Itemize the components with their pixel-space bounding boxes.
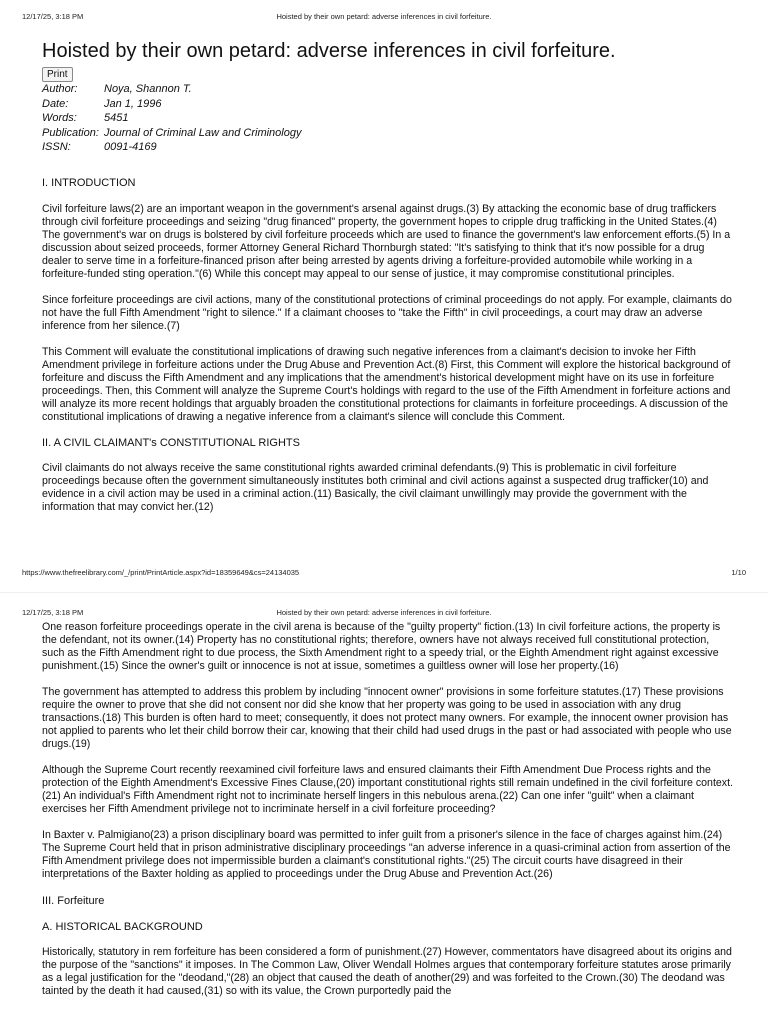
section-heading-forfeiture: III. Forfeiture — [42, 895, 105, 907]
article-header — [42, 38, 734, 155]
print-timestamp: 12/17/25, 3:18 PM — [22, 608, 84, 617]
meta-issn-row — [42, 140, 301, 155]
meta-label: Words: — [42, 112, 77, 124]
meta-publication: Journal of Criminal Law and Criminology — [104, 126, 302, 139]
article-body-page-2 — [42, 621, 734, 998]
paragraph: Historically, statutory in rem forfeiture has been considered a form of punishment.(27) However, commentators have disagreed about its origins and the purpose of the "sanctions" it imposes. In The Common Law, Oliver Wendall Holmes argues that contemporary forfeiture statutes arose primarily as a legal justification for the "deodand,"(28) an object that caused the death of another(29) and was forfeited to the Crown.(30) The deodand was tainted by the death it had caused,(31) so with its value, the Crown purportedly paid the — [42, 946, 732, 997]
paragraph: One reason forfeiture proceedings operate in the civil arena is because of the "guilty property" fiction.(13) In civil forfeiture actions, the property is the defendant, not its owner.(14) Property has no constitutional rights; therefore, owners have not always received full constitutional protection, such as the Fifth Amendment right to due process, the Sixth Amendment right to a speedy trial, or the Eighth Amendment right against excessive punishment.(15) Since the owner's guilt or innocence is not at issue, sometimes a guiltless owner will lose her property.(16) — [42, 621, 721, 672]
meta-date: Jan 1, 1996 — [104, 97, 162, 110]
print-url: https://www.thefreelibrary.com/_/print/PrintArticle.aspx?id=18359649&cs=24134035 — [22, 568, 300, 577]
meta-label: ISSN: — [42, 141, 71, 153]
print-page-number: 1/10 — [731, 568, 746, 577]
print-page-title: Hoisted by their own petard: adverse inferences in civil forfeiture. — [276, 608, 492, 617]
paragraph: Civil forfeiture laws(2) are an important weapon in the government's arsenal against drugs.(3) By attacking the economic base of drug traffickers through civil forfeiture proceedings and seizing "drug financed" property, the government hopes to cripple drug trafficking in the United States.(4) The government's war on drugs is bolstered by civil forfeiture proceeds which are used to finance the government's law enforcement efforts.(5) In a discussion about seized proceeds, former Attorney General Richard Thornburgh stated: "It's satisfying to think that it's now possible for a drug dealer to serve time in a forfeiture-financed prison after being arrested by agents driving a forfeiture-provided automobile while working in a forfeiture-funded sting operation."(6) While this concept may appeal to our sense of justice, it may compromise constitutional principles. — [42, 203, 731, 280]
print-page-2 — [0, 593, 768, 1025]
paragraph: The government has attempted to address this problem by including "innocent owner" provisions in some forfeiture statutes.(17) These provisions require the owner to prove that she did not consent nor did she know that her property was going to be used in association with any drug transactions.(18) This burden is often hard to meet; consequently, it does not protect many owners. For example, the innocent owner provision has not applied to parents who let their child borrow their car, knowing that their child had used drugs in the past or had associated with people who use drugs.(19) — [42, 686, 732, 750]
print-button[interactable]: Print — [42, 67, 73, 82]
print-timestamp: 12/17/25, 3:18 PM — [22, 12, 84, 21]
section-heading-historical-background: A. HISTORICAL BACKGROUND — [42, 921, 203, 933]
meta-words-row — [42, 111, 301, 126]
meta-label: Publication: — [42, 126, 99, 139]
meta-label: Date: — [42, 97, 69, 110]
print-page-title: Hoisted by their own petard: adverse inferences in civil forfeiture. — [276, 12, 492, 21]
print-footer — [22, 568, 746, 577]
article-meta — [42, 82, 301, 155]
paragraph: Although the Supreme Court recently reexamined civil forfeiture laws and ensured claimants their Fifth Amendment Due Process rights and the protection of the Eighth Amendment's Excessive Fines Clause,(20) important constitutional rights still remain undefined in the civil forfeiture context.(21) An individual's Fifth Amendment right not to incriminate herself lingers in this nebulous arena.(22) Can one infer "guilt" when a claimant exercises her Fifth Amendment privilege not to incriminate herself in a civil forfeiture proceeding? — [42, 764, 733, 815]
meta-date-row — [42, 97, 301, 112]
section-heading-rights: II. A CIVIL CLAIMANT's CONSTITUTIONAL RIGHTS — [42, 437, 300, 449]
meta-publication-row — [42, 126, 301, 141]
paragraph: This Comment will evaluate the constitutional implications of drawing such negative inferences from a claimant's decision to invoke her Fifth Amendment privilege in forfeiture actions under the Drug Abuse and Prevention Act.(8) First, this Comment will explore the historical background of forfeiture and discuss the Fifth Amendment and any implications that the amendment's historical development might have on its use in forfeiture proceedings. Then, this Comment will analyze the Supreme Court's holdings with regard to the use of the Fifth Amendment in forfeiture actions and will analyze its more recent holdings that arguably broaden the constitutional protections for claimants in forfeiture proceedings. A discussion of the constitutional implications of drawing a negative inference from a claimant's silence will conclude this Comment. — [42, 346, 731, 423]
meta-author-row — [42, 82, 301, 97]
paragraph: Civil claimants do not always receive the same constitutional rights awarded criminal defendants.(9) This is problematic in civil forfeiture proceedings because often the government simultaneously institutes both criminal and civil actions against a suspected drug trafficker(10) and evidence in a civil action may be used in a criminal action.(11) Basically, the civil claimant unwillingly may provide the government with the information that may convict her.(12) — [42, 462, 709, 513]
section-heading-introduction: I. INTRODUCTION — [42, 177, 136, 189]
article-title: Hoisted by their own petard: adverse inferences in civil forfeiture. — [42, 40, 616, 62]
paragraph: In Baxter v. Palmigiano(23) a prison disciplinary board was permitted to infer guilt from a prisoner's silence in the face of charges against him.(24) The Supreme Court held that in prison administrative disciplinary proceedings "an adverse inference in a quasi-criminal action from assertion of the Fifth Amendment privilege does not impermissible burden a claimant's constitutional rights."(25) The circuit courts have disagreed in their interpretations of the Baxter holding as applied to proceedings under the Drug Abuse and Prevention Act.(26) — [42, 829, 731, 880]
article-body-page-1 — [42, 176, 734, 514]
paragraph: Since forfeiture proceedings are civil actions, many of the constitutional protections of criminal proceedings do not apply. For example, claimants do not have the full Fifth Amendment "right to silence." If a claimant chooses to "take the Fifth" in civil proceedings, a court may draw an adverse inference from her silence.(7) — [42, 294, 732, 332]
meta-words: 5451 — [104, 112, 129, 124]
meta-label: Author: — [42, 83, 78, 95]
meta-issn: 0091-4169 — [104, 141, 157, 153]
meta-author: Noya, Shannon T. — [104, 83, 192, 95]
